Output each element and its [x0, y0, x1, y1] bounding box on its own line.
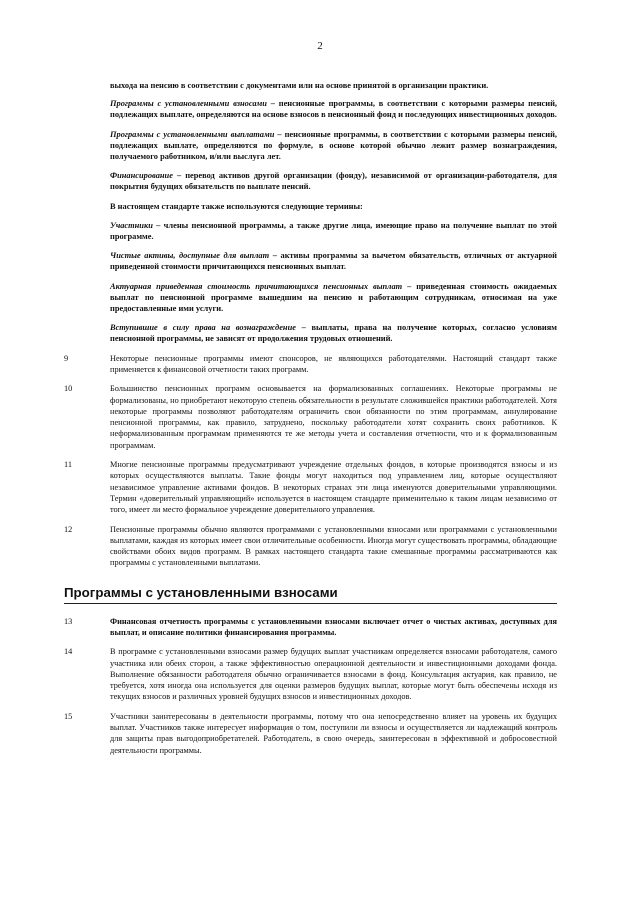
numbered-paragraph — [64, 711, 557, 756]
definition-term: Актуарная приведенная стоимость причитающихся пенсионных выплат — [110, 281, 403, 291]
paragraph-text: Некоторые пенсионные программы имеют спонсоров, не являющихся работодателями. Настоящий стандарт также применяется к финансовой отчетности таких программ. — [110, 353, 557, 374]
definition-term: Участники — [110, 220, 153, 230]
definition-text: – перевод активов другой организации (фонду), независимой от организации-работодателя, для покрытия будущих обязательств по выплате пенсий. — [110, 171, 557, 192]
paragraph-text: Финансовая отчетность программы с установленными взносами включает отчет о чистых активах, доступных для выплат, и описание политики финансирования программы. — [110, 616, 557, 637]
paragraph-number: 14 — [64, 647, 73, 657]
document-body — [64, 80, 557, 764]
numbered-paragraph — [64, 524, 557, 569]
definition-term: Программы с установленными взносами — [110, 99, 267, 109]
numbered-paragraph — [64, 459, 557, 515]
continued-text: выхода на пенсию в соответствии с документами или на основе принятой в организации практики. — [110, 81, 489, 90]
definition — [110, 322, 557, 344]
paragraph-text: Многие пенсионные программы предусматривают учреждение отдельных фондов, в которые производятся взносы и из которых осуществляются выплаты. Такие фонды могут находиться под управлением лиц, которые осуществляют независимое управление активами фондов. В некоторых странах эти лица именуются доверительными управляющими. Термин «доверительный управляющий» используется в настоящем стандарте применительно к таким лицам независимо от того, имеет ли место формальное учреждение доверительного управления. — [110, 460, 557, 515]
definition — [110, 281, 557, 315]
numbered-paragraph — [64, 353, 557, 376]
paragraph-text: Большинство пенсионных программ основывается на формализованных соглашениях. Некоторые программы не формализованы, но приобретают некоторую степень обязательности в результате сложившейся практики работодателей. Хотя некоторые программы позволяют работодателям ограничить свои обязанности по этим программам, аннулирование пенсионной программы, как правило, затруднено, поскольку работодатели хотят сохранить своих работников. К неформализованным программам применяются те же методы учета и составления отчетности, что и к формализованным программам. — [110, 384, 557, 450]
paragraph-number: 9 — [64, 353, 69, 363]
paragraph-number: 15 — [64, 711, 73, 721]
definition-term: Программы с установленными выплатами — [110, 129, 275, 139]
definition — [110, 129, 557, 163]
definition-text: – приведенная стоимость ожидаемых выплат по пенсионной программе вышедшим на пенсию и работающим сотрудникам, относимая на уже предоставленные ими услуги. — [110, 281, 557, 314]
definition — [110, 250, 557, 272]
definitions-top — [64, 98, 557, 192]
paragraph-text: В программе с установленными взносами размер будущих выплат участникам определяется взносами работодателя, самого участника или обеих сторон, а также эффективностью операционной деятельности и инвестиционными доходами фонда. Выполнение обязанности работодателя обычно ограничивается взносами в фонд. Консультация актуария, как правило, не требуется, хотя иногда она используется для оценки размеров будущих выплат, которые могут быть обеспечены исходя из текущих взносов и различных уровней будущих взносов и инвестиционных доходов. — [110, 647, 557, 702]
paragraph-text: Участники заинтересованы в деятельности программы, потому что она непосредственно влияет на уровень их будущих выплат. Участников также интересует информация о том, поступили ли взносы и осуществляется ли надлежащий контроль для защиты прав выгодоприобретателей. Работодатель, в свою очередь, заинтересован в эффективной и добросовестной деятельности программы. — [110, 711, 557, 755]
paragraph-number: 10 — [64, 384, 73, 394]
definition-term: Вступившие в силу права на вознаграждение — [110, 323, 296, 333]
definition — [110, 98, 557, 120]
terms-intro: В настоящем стандарте также используются следующие термины: — [110, 201, 363, 211]
definition-text: – активы программы за вычетом обязательств, отличных от актуарной приведенной стоимости причитающихся пенсионных выплат. — [110, 251, 558, 272]
definition-text: – члены пенсионной программы, а также другие лица, имеющие право на получение выплат по этой программе. — [110, 220, 557, 242]
paragraph-number: 13 — [64, 616, 73, 626]
definition-term: Чистые активы, доступные для выплат — [110, 251, 270, 261]
definition — [110, 170, 557, 192]
definition-text: – выплаты, права на получение которых, согласно условиям пенсионной программы, не зависят от продолжения трудовых отношений. — [110, 323, 557, 344]
definition-term: Финансирование — [110, 171, 173, 181]
definitions-bottom — [64, 220, 557, 345]
paragraph-text: Пенсионные программы обычно являются программами с установленными взносами или программами с установленными выплатами, каждая из которых имеет свои отличительные особенности. Иногда могут существовать программы, обладающие свойствами обоих видов программ. В рамках настоящего стандарта такие смешанные программы рассматриваются как программы с установленными выплатами. — [110, 524, 557, 568]
numbered-paragraph — [64, 383, 557, 451]
numbered-paragraph — [64, 646, 557, 702]
paragraph-number: 12 — [64, 524, 73, 534]
definition — [110, 220, 557, 242]
page-number: 2 — [317, 40, 323, 52]
numbered-paragraph — [64, 616, 557, 639]
definition-text: – пенсионные программы, в соответствии с которыми размеры пенсий, подлежащих выплате, определяются по формуле, в основе которой обычно лежит размер вознаграждения, получаемого работником, и/или выслуга лет. — [110, 129, 557, 162]
definition-text: – пенсионные программы, в соответствии с которыми размеры пенсий, подлежащих выплате, определяются на основе взносов в пенсионный фонд и последующих инвестиционных доходов. — [110, 99, 557, 120]
paragraph-number: 11 — [64, 460, 72, 470]
section-heading: Программы с установленными взносами — [64, 585, 557, 604]
